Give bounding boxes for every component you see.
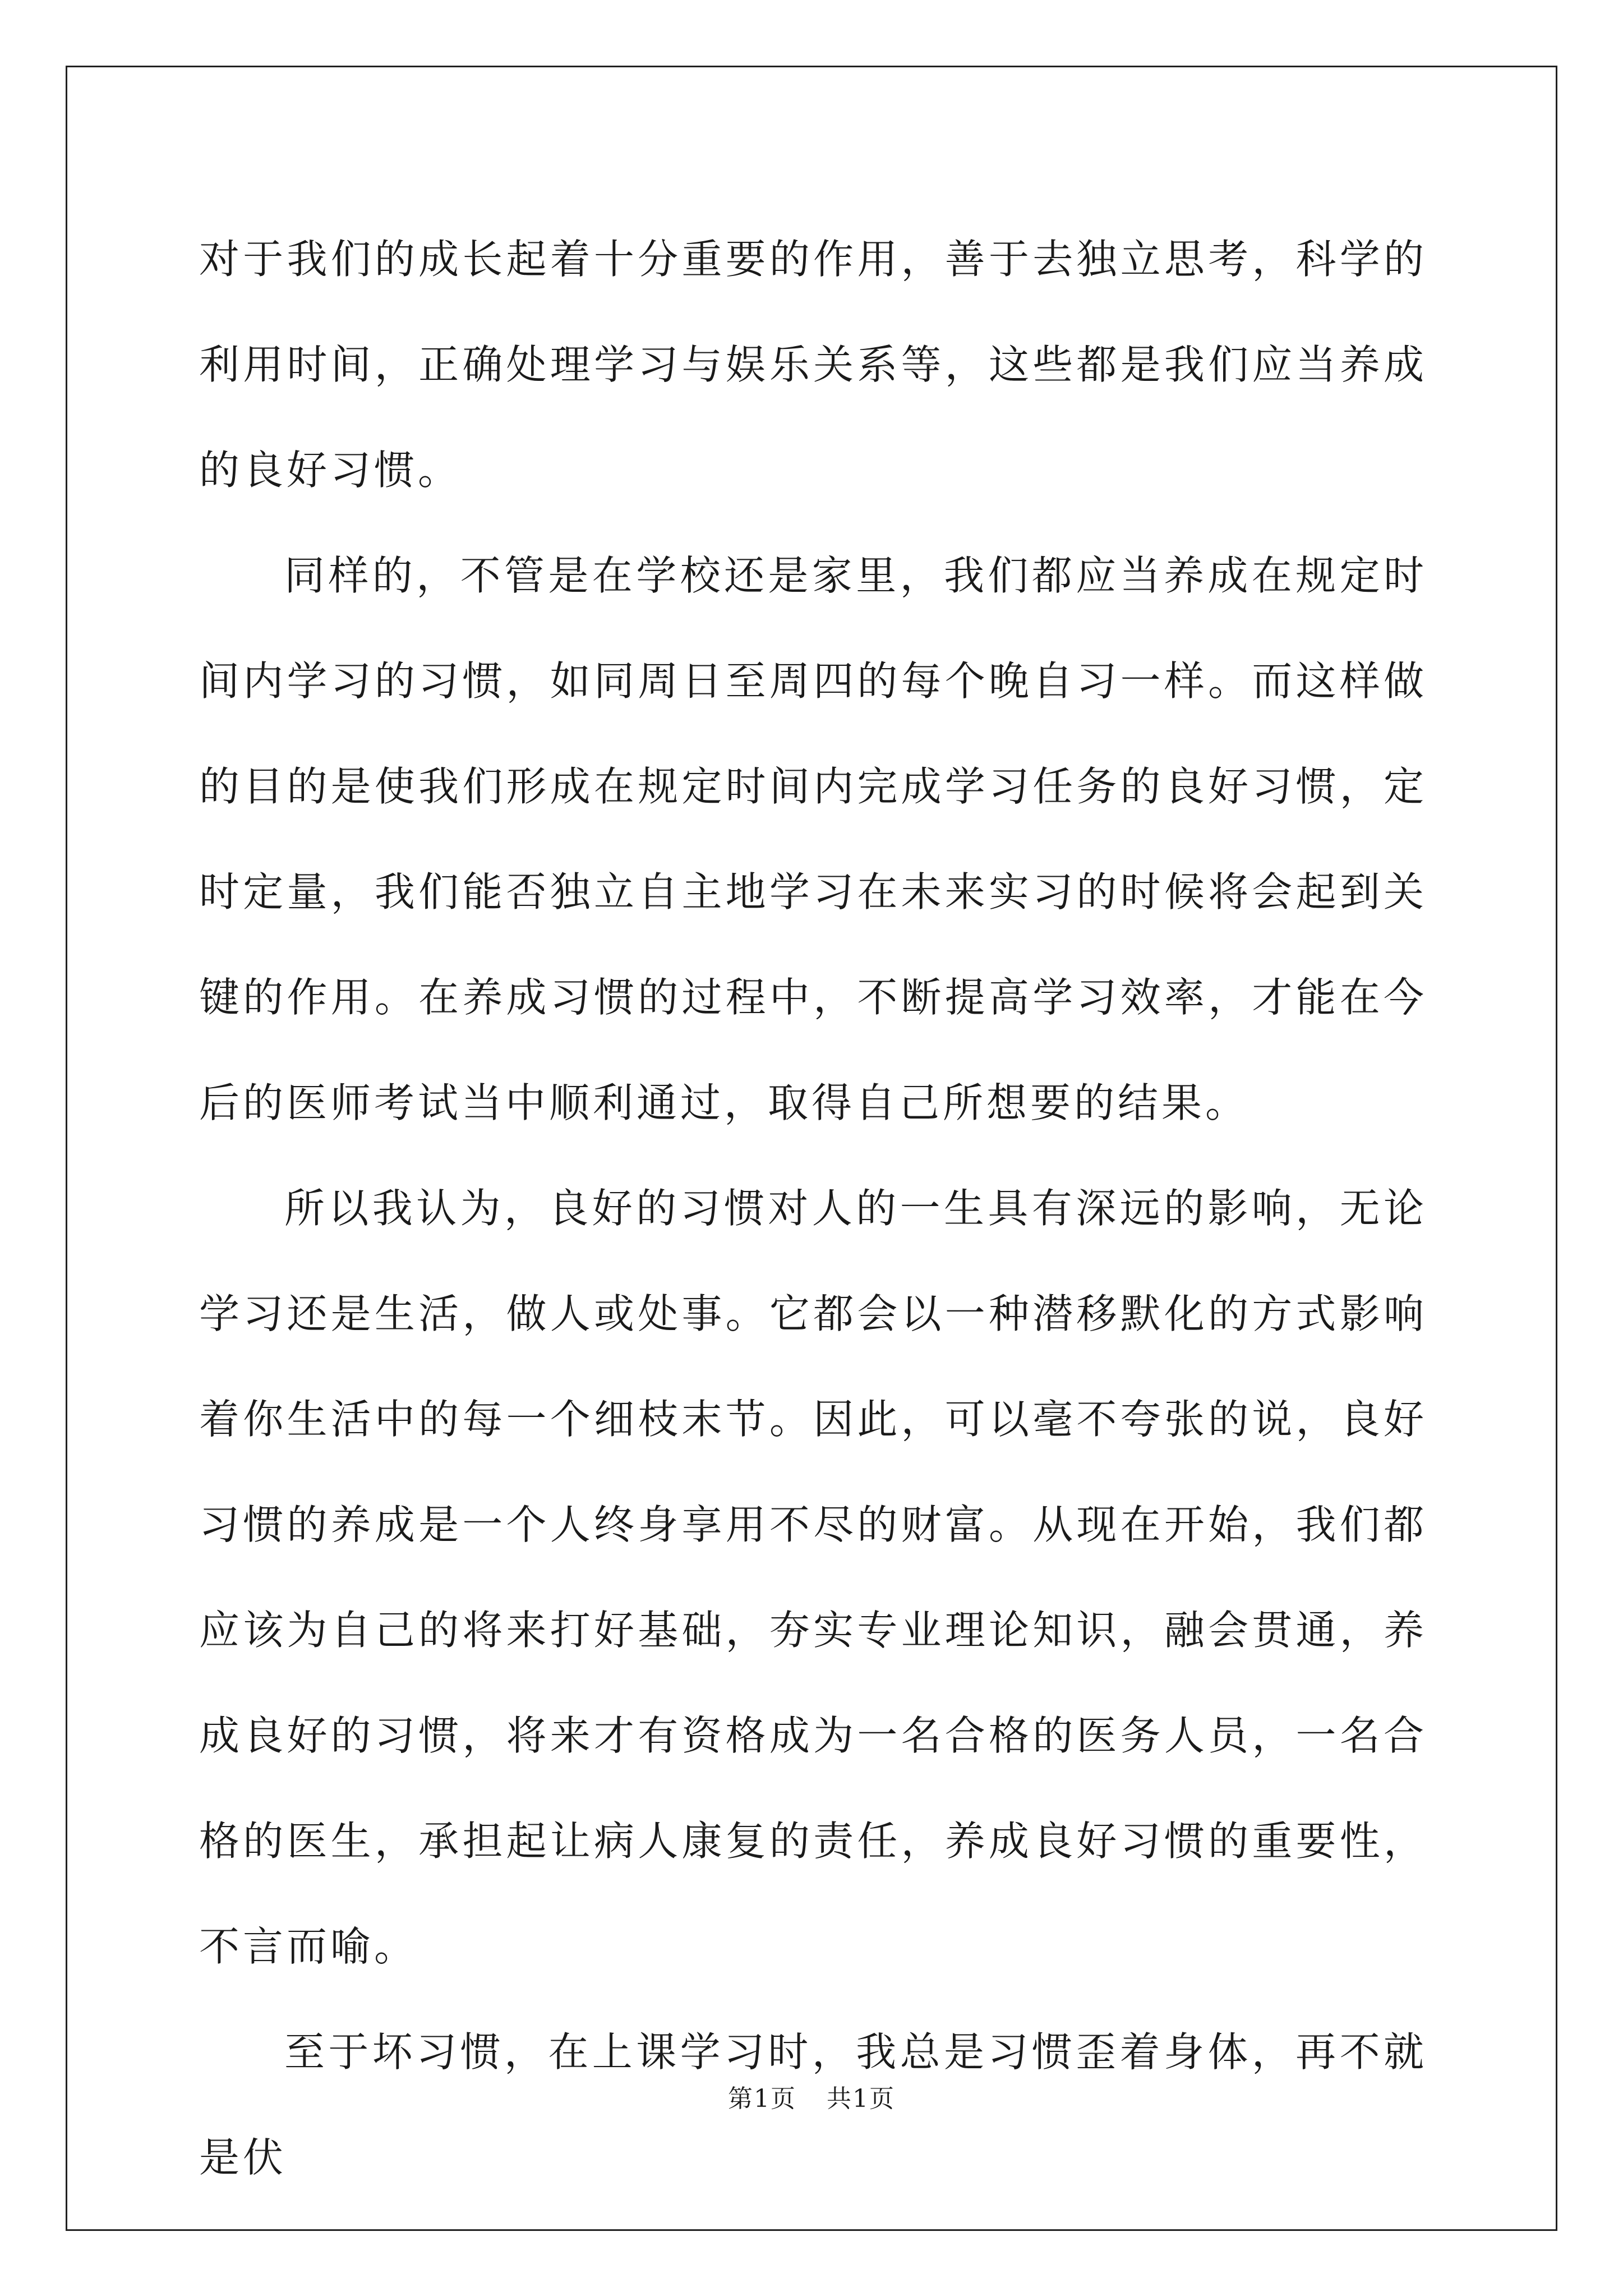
page-footer [0, 2082, 1623, 2116]
page-total: 共1页 [827, 2085, 895, 2113]
document-body [199, 206, 1427, 2210]
paragraph-1: 对于我们的成长起着十分重要的作用，善于去独立思考，科学的利用时间，正确处理学习与娱乐关系等，这些都是我们应当养成的良好习惯。 [199, 236, 1427, 494]
paragraph-4: 至于坏习惯，在上课学习时，我总是习惯歪着身体，再不就是伏 [199, 2028, 1427, 2181]
paragraph-2: 同样的，不管是在学校还是家里，我们都应当养成在规定时间内学习的习惯，如同周日至周四的每个晚自习一样。而这样做的目的是使我们形成在规定时间内完成学习任务的良好习惯，定时定量，我们能否独立自主地学习在未来实习的时候将会起到关键的作用。在养成习惯的过程中，不断提高学习效率，才能在今后的医师考试当中顺利通过，取得自己所想要的结果。 [199, 552, 1427, 1126]
paragraph-3: 所以我认为，良好的习惯对人的一生具有深远的影响，无论学习还是生活，做人或处事。它都会以一种潜移默化的方式影响着你生活中的每一个细枝末节。因此，可以毫不夸张的说，良好习惯的养成是一个人终身享用不尽的财富。从现在开始，我们都应该为自己的将来打好基础，夯实专业理论知识，融会贯通，养成良好的习惯，将来才有资格成为一名合格的医务人员，一名合格的医生，承担起让病人康复的责任，养成良好习惯的重要性，不言而喻。 [199, 1185, 1427, 1970]
page-number: 第1页 [728, 2085, 796, 2113]
